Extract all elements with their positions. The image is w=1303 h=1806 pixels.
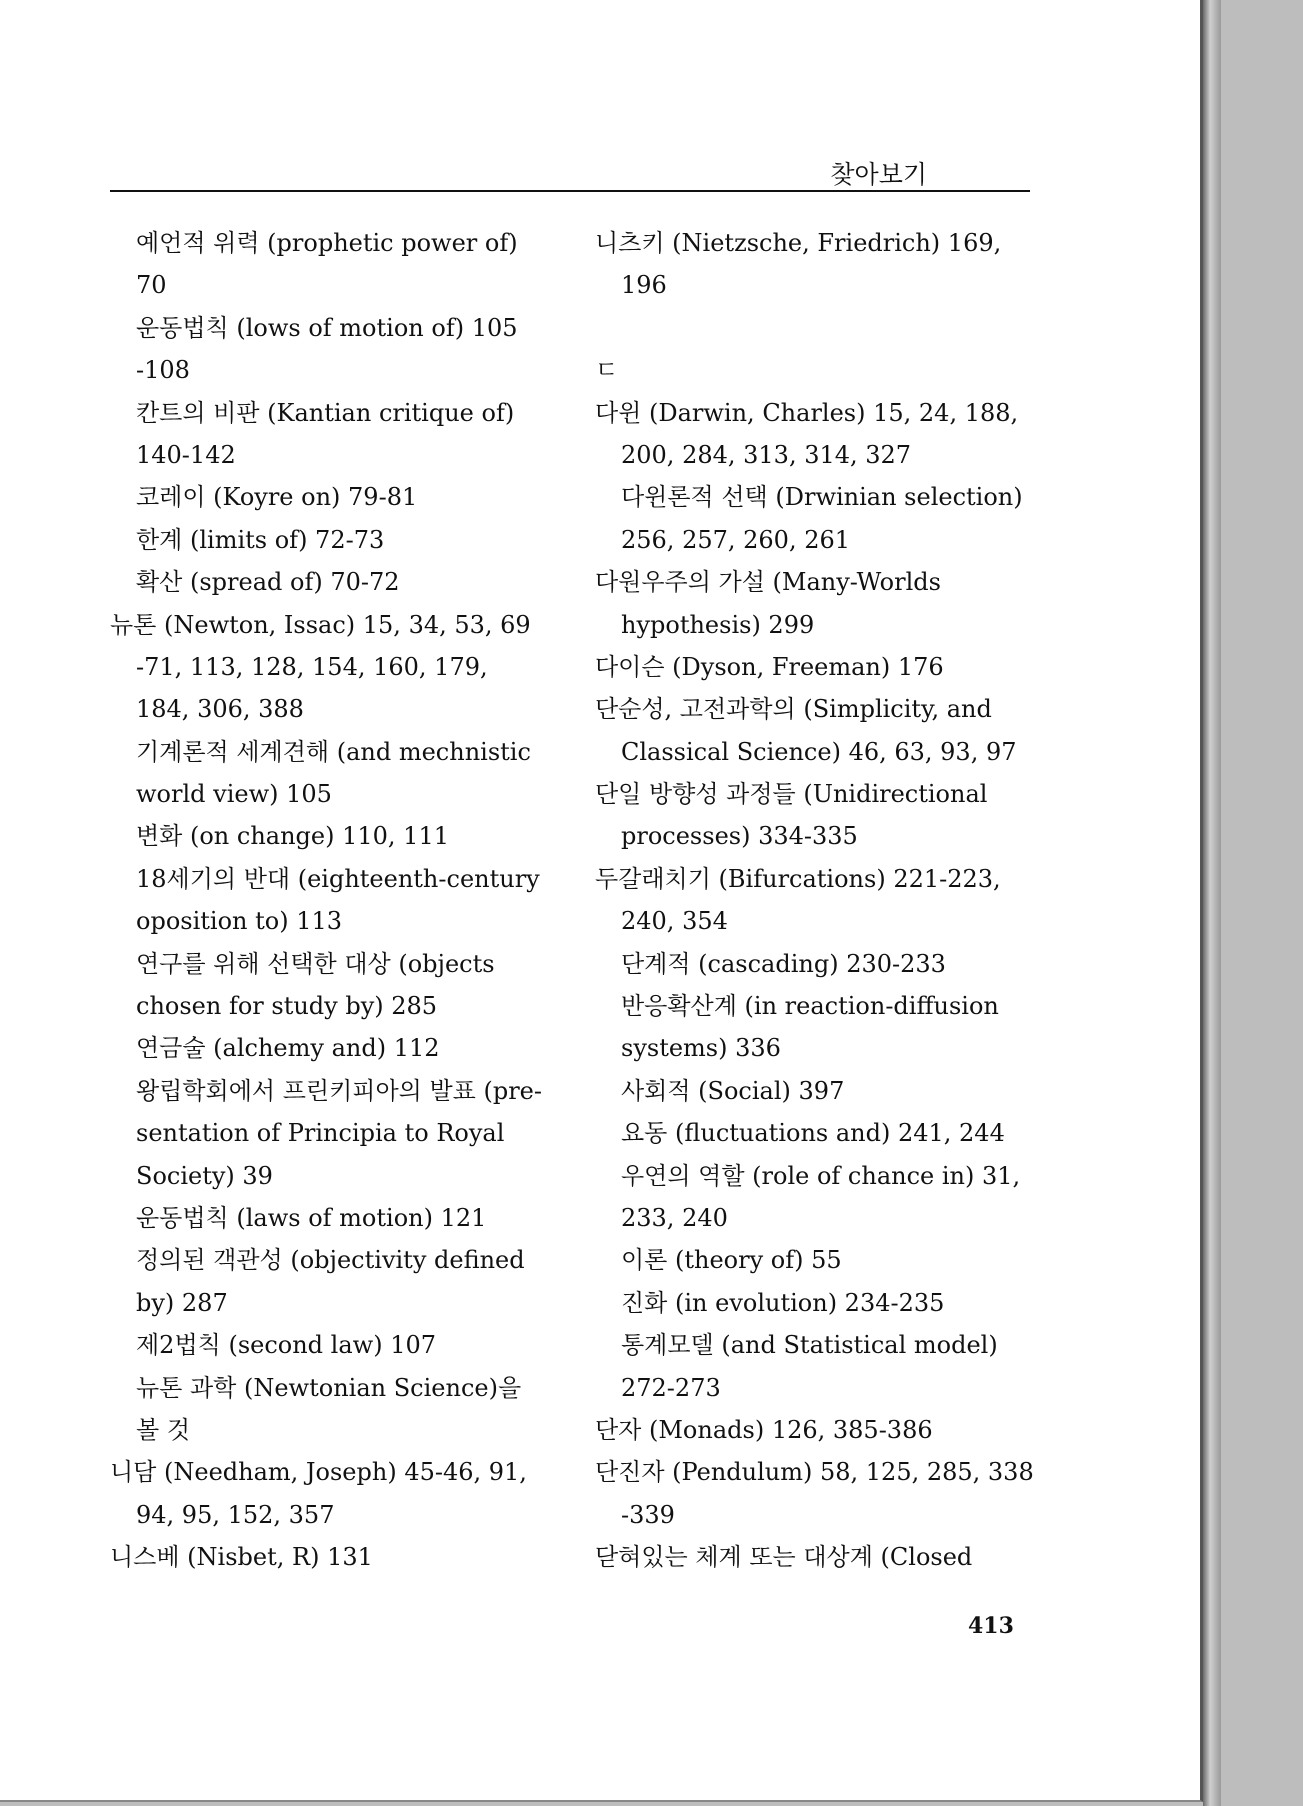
index-entry-line: 70 xyxy=(136,271,167,300)
index-entry-line: 94, 95, 152, 357 xyxy=(136,1500,335,1529)
index-entry-line: 단일 방향성 과정들 (Unidirectional xyxy=(595,780,988,809)
index-entry-line: 왕립학회에서 프린키피아의 발표 (pre- xyxy=(136,1076,542,1105)
index-entry-line: 연금술 (alchemy and) 112 xyxy=(136,1034,440,1063)
index-entry-line: 변화 (on change) 110, 111 xyxy=(136,822,449,851)
index-entry-line: 뉴톤 과학 (Newtonian Science)을 xyxy=(136,1373,522,1402)
index-entry-line: Society) 39 xyxy=(136,1161,273,1190)
index-entry-line: 다이슨 (Dyson, Freeman) 176 xyxy=(595,652,944,681)
index-entry-line: 256, 257, 260, 261 xyxy=(621,525,851,554)
index-entry-line: 단계적 (cascading) 230-233 xyxy=(621,949,946,978)
index-entry-line: 요동 (fluctuations and) 241, 244 xyxy=(621,1119,1005,1148)
index-entry-line: by) 287 xyxy=(136,1288,228,1317)
index-entry-line: 200, 284, 313, 314, 327 xyxy=(621,440,912,469)
index-entry-line: 반응확산계 (in reaction-diffusion xyxy=(621,992,999,1021)
index-entry-line: 단진자 (Pendulum) 58, 125, 285, 338 xyxy=(595,1458,1034,1487)
index-entry-line: 두갈래치기 (Bifurcations) 221-223, xyxy=(595,864,1001,893)
index-entry-line: ㄷ xyxy=(595,356,619,385)
index-entry-line: Classical Science) 46, 63, 93, 97 xyxy=(621,737,1017,766)
index-entry-line: -339 xyxy=(621,1500,675,1529)
index-column-left xyxy=(110,222,570,1579)
index-entry-line: 272-273 xyxy=(621,1373,721,1402)
index-entry-line: 이론 (theory of) 55 xyxy=(621,1246,842,1275)
index-entry-line: 196 xyxy=(621,271,667,300)
index-entry-line: sentation of Principia to Royal xyxy=(136,1119,505,1148)
index-column-right xyxy=(595,222,1055,1579)
index-entry-line: 니츠키 (Nietzsche, Friedrich) 169, xyxy=(595,229,1002,257)
index-entry-line: systems) 336 xyxy=(621,1034,781,1063)
index-entry-line: 니스베 (Nisbet, R) 131 xyxy=(110,1543,373,1572)
index-entry-line: 단자 (Monads) 126, 385-386 xyxy=(595,1415,933,1444)
index-entry-line: 코레이 (Koyre on) 79-81 xyxy=(136,483,418,512)
index-entry-line: processes) 334-335 xyxy=(621,822,858,851)
index-entry-line: oposition to) 113 xyxy=(136,907,343,936)
index-entry-line: 다윈 (Darwin, Charles) 15, 24, 188, xyxy=(595,398,1019,427)
index-entry-line: 연구를 위해 선택한 대상 (objects xyxy=(136,949,495,978)
index-entry-line: 18세기의 반대 (eighteenth-century xyxy=(136,864,540,893)
index-entry-line: 진화 (in evolution) 234-235 xyxy=(621,1288,945,1317)
running-header: 찾아보기 xyxy=(830,160,927,189)
index-entry-line: 제2법칙 (second law) 107 xyxy=(136,1331,437,1360)
page-number: 413 xyxy=(968,1613,1014,1639)
index-entry-line: 다원우주의 가설 (Many-Worlds xyxy=(595,568,941,597)
book-spine-edge xyxy=(1203,0,1221,1806)
header-rule xyxy=(110,190,1030,192)
index-entry-line: 우연의 역할 (role of chance in) 31, xyxy=(621,1161,1021,1190)
index-entry-line: 볼 것 xyxy=(136,1415,190,1444)
index-entry-line: world view) 105 xyxy=(136,780,332,809)
index-entry-line: 운동법칙 (lows of motion of) 105 xyxy=(136,313,518,342)
index-entry-line: 단순성, 고전과학의 (Simplicity, and xyxy=(595,695,992,724)
index-entry-line: 사회적 (Social) 397 xyxy=(621,1076,845,1105)
index-entry-line: 예언적 위력 (prophetic power of) xyxy=(136,229,518,257)
index-entry-line: -108 xyxy=(136,356,190,385)
index-entry-line: chosen for study by) 285 xyxy=(136,992,438,1021)
index-entry-line: 통계모델 (and Statistical model) xyxy=(621,1331,998,1360)
index-entry-line: 운동법칙 (laws of motion) 121 xyxy=(136,1203,487,1232)
index-entry-line: 니담 (Needham, Joseph) 45-46, 91, xyxy=(110,1458,527,1487)
index-entry-line: 뉴톤 (Newton, Issac) 15, 34, 53, 69 xyxy=(110,610,531,639)
index-entry-line: 정의된 객관성 (objectivity defined xyxy=(136,1246,525,1275)
index-entry-line: 240, 354 xyxy=(621,907,728,936)
index-entry-line: 184, 306, 388 xyxy=(136,695,304,724)
index-entry-line: 기계론적 세계견해 (and mechnistic xyxy=(136,737,531,766)
index-entry-line: 한계 (limits of) 72-73 xyxy=(136,525,385,554)
index-entry-line: 233, 240 xyxy=(621,1203,728,1232)
index-entry-line xyxy=(595,307,1055,349)
index-entry-line: 닫혀있는 체계 또는 대상계 (Closed xyxy=(595,1543,973,1572)
index-entry-line: 다윈론적 선택 (Drwinian selection) xyxy=(621,483,1023,512)
index-entry-line: -71, 113, 128, 154, 160, 179, xyxy=(136,652,488,681)
index-entry-line: 확산 (spread of) 70-72 xyxy=(136,568,400,597)
index-entry-line: 칸트의 비판 (Kantian critique of) xyxy=(136,398,515,427)
index-entry-line: 140-142 xyxy=(136,440,236,469)
index-entry-line: hypothesis) 299 xyxy=(621,610,815,639)
